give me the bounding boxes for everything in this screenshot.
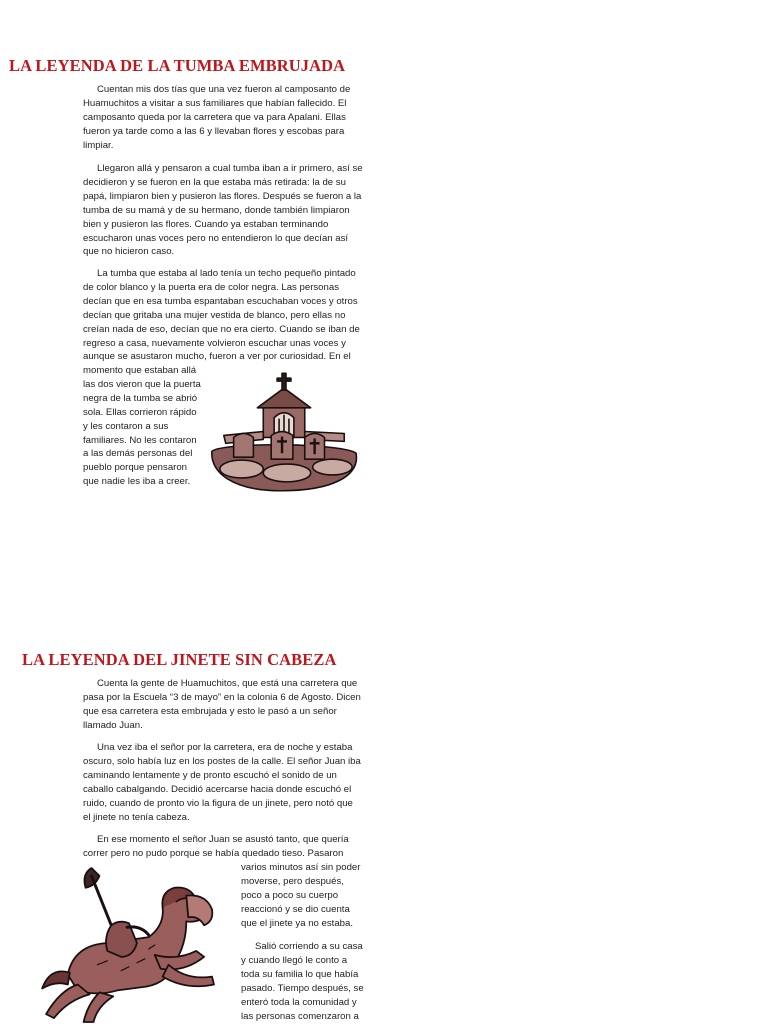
text-line [83,797,361,811]
text-line [83,281,360,295]
text-line [83,267,360,281]
text-line-content: poco a poco su cuerpo [241,889,339,901]
text-line [83,833,349,847]
text-line-content: En ese momento el señor Juan se asustó tanto, que quería [97,834,349,845]
text-line [241,917,360,931]
text-line [83,847,349,861]
text-line-content: regreso a casa, nuevamente volvieron escuchar unas voces y [83,337,346,349]
text-line-content: Salió corriendo a su casa [255,941,363,952]
text-line-content: aunque se asustaron mucho, fueron a ver por curiosidad. En el [83,351,351,363]
text-line [83,162,363,176]
text-line [83,350,360,364]
text-line [83,447,201,461]
text-line-content: y les contaron a sus [83,420,169,432]
text-line-content: decían que gritaba una mujer vestida de blanco, pero ellas no [83,309,346,321]
text-line-content: creían nada de eso, decían que no era cierto. Cuando se iban de [83,323,360,335]
text-line [241,875,360,889]
text-line [83,769,361,783]
text-line-content: fueron ya tarde como a las 6 y llevaban flores y escobas para [83,125,345,137]
legend-1-title: LA LEYENDA DE LA TUMBA EMBRUJADA [9,56,346,75]
text-line-content: las personas comenzaron a [241,1010,359,1022]
text-line [83,691,361,705]
text-line-content: momento que estaban allá [83,365,197,376]
text-line [241,903,360,917]
text-line [241,861,360,875]
text-line-content: La tumba que estaba al lado tenía un techo pequeño pintado [97,268,356,279]
legend-2-paragraph-2 [83,741,361,824]
text-line [83,83,350,97]
text-line [241,968,364,982]
text-line-content: oscuro, solo había luz en los postes de la calle. El señor Juan iba [83,755,361,767]
text-line-content: negra de la tumba se abrió [83,392,198,404]
text-line [83,705,361,719]
text-line [83,232,363,246]
text-line-content: enteró toda la comunidad y [241,996,357,1008]
text-line [83,420,201,434]
text-line-content: moverse, pero después, [241,875,344,887]
text-line-content: decían que en esa tumba espantaban escuchaban voces y otros [83,295,358,307]
text-line [83,461,201,475]
text-line-content: que nadie les iba a creer. [83,476,191,488]
text-line [83,719,361,733]
text-line [83,309,360,323]
text-line [83,97,350,111]
text-line [83,475,201,489]
text-line [83,323,360,337]
text-line [83,190,363,204]
legend-1-paragraph-1 [83,83,350,153]
text-line-content: bien y pusieron las flores. Cuando ya estaban terminando [83,218,329,230]
legend-1-paragraph-2 [83,162,363,259]
text-line-content: caballo cabalgando. Decidió acercarse hacia donde escuchó el [83,783,352,795]
text-line [83,245,363,259]
text-line-content: familiares. No les contaron [83,434,197,446]
text-line-content: a las demás personas del [83,448,193,460]
text-line-content: de color blanco y la puerta era de color negra. Las personas [83,281,339,293]
text-line [241,940,364,954]
text-line-content: escucharon unas voces pero no entendieron lo que decían así [83,232,349,244]
text-line-content: pasado. Tiempo después, se [241,982,364,994]
legend-1-paragraph-3-cont [83,364,201,489]
text-line [83,139,350,153]
text-line [241,1010,364,1024]
text-line [241,889,360,903]
legend-2-paragraph-4 [241,940,364,1023]
text-line-content: Huamuchitos a visitar a sus familiares que habían fallecido. El [83,97,347,109]
text-line [83,392,201,406]
text-line-content: Cuenta la gente de Huamuchitos, que está una carretera que [97,678,358,689]
text-line-content: las dos vieron que la puerta [83,378,201,390]
text-line-content: correr pero no pudo porque se había quedado tieso. Pasaron [83,847,344,859]
legend-1-paragraph-3 [83,267,360,364]
text-line [83,677,361,691]
text-line [83,783,361,797]
text-line [83,378,201,392]
text-line-content: toda su familia lo que había [241,968,359,980]
text-line-content: pasa por la Escuela “3 de mayo” en la colonia 6 de Agosto. Dicen [83,691,361,703]
text-line-content: Llegaron allá y pensaron a cual tumba iban a ir primero, así se [97,163,363,174]
text-line [241,982,364,996]
cemetery-illustration [206,370,364,494]
text-line-content: que no hicieron caso. [83,246,175,258]
text-line-content: el jinete no tenía cabeza. [83,811,190,823]
text-line-content: que el jinete ya no estaba. [241,917,354,929]
text-line [83,364,201,378]
text-line-content: camposanto queda por la carretera que va para Apalani. Ellas [83,111,346,123]
text-line [83,111,350,125]
text-line-content: limpiar. [83,139,114,151]
legend-2-paragraph-1 [83,677,361,733]
text-line [83,434,201,448]
text-line-content: papá, limpiaron bien y pusieron las flores. Después se fueron a la [83,190,362,202]
text-line-content: reaccionó y se dio cuenta [241,903,350,915]
text-line [83,811,361,825]
text-line-content: que esa carretera esta embrujada y esto le pasó a un señor [83,705,337,717]
text-line-content: ruido, cuando de pronto vio la figura de un jinete, pero notó que [83,797,353,809]
legend-2-paragraph-3-cont [241,861,360,931]
legend-2-paragraph-3 [83,833,349,861]
text-line-content: pueblo porque pensaron [83,462,188,474]
text-line [83,176,363,190]
text-line-content: llamado Juan. [83,719,143,731]
text-line-content: decidieron y se fueron en la que estaba más retirada: la de su [83,176,346,188]
text-line [83,218,363,232]
text-line-content: caminando lentamente y de pronto escuchó el sonido de un [83,769,337,781]
text-line-content: sola. Ellas corrieron rápido [83,406,197,418]
legend-2-title: LA LEYENDA DEL JINETE SIN CABEZA [22,650,337,669]
text-line [83,337,360,351]
text-line [241,996,364,1010]
text-line [83,295,360,309]
text-line [83,125,350,139]
text-line [83,755,361,769]
text-line-content: tumba de su mamá y de su hermano, donde también limpiaron [83,204,350,216]
text-line [83,406,201,420]
headless-rider-illustration [38,866,226,1024]
text-line-content: varios minutos así sin poder [241,862,361,873]
text-line-content: Cuentan mis dos tías que una vez fueron al camposanto de [97,84,351,95]
text-line [83,204,363,218]
text-line [83,741,361,755]
text-line-content: y cuando llegó le conto a [241,954,348,966]
text-line [241,954,364,968]
text-line-content: Una vez iba el señor por la carretera, era de noche y estaba [97,742,353,753]
